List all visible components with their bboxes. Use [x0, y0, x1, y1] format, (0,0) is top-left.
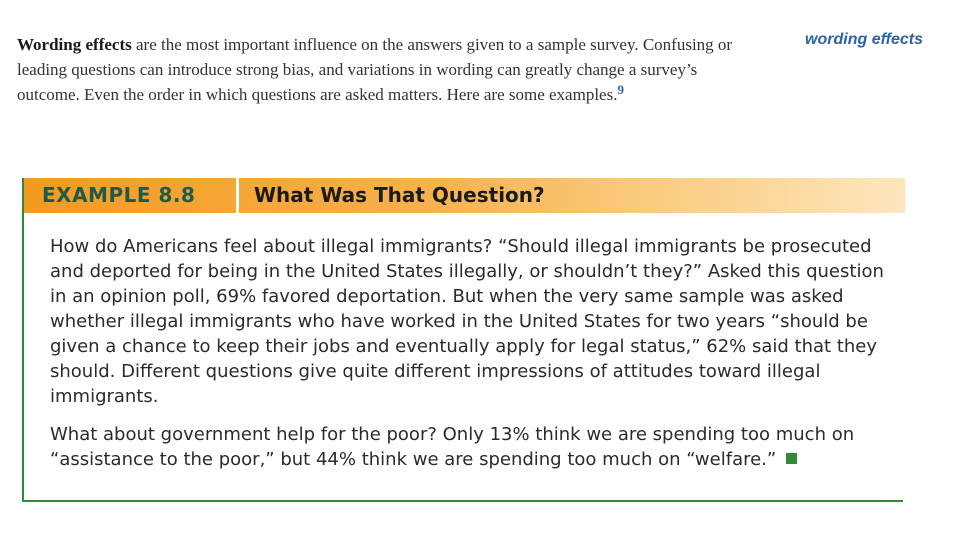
- example-label: EXAMPLE 8.8: [24, 178, 239, 213]
- example-paragraph-2: [50, 422, 905, 472]
- green-square-icon: [786, 453, 797, 464]
- example-title: What Was That Question?: [254, 183, 545, 207]
- key-term: Wording effects: [17, 35, 132, 54]
- example-paragraph-2-text: What about government help for the poor? Only 13% think we are spending too much on “assistance to the poor,” but 44% think we are spending too much on “welfare.”: [50, 424, 855, 470]
- example-paragraph-1: How do Americans feel about illegal immigrants? “Should illegal immigrants be prosecuted and deported for being in the United States illegally, or shouldn’t they?” Asked this question in an opinion poll, 69% favored deportation. But when the very same sample was asked whether illegal immigrants who have worked in the United States for two years “should be given a chance to keep their jobs and eventually apply for legal status,” 62% said that they should. Different questions give quite different impressions of attitudes toward illegal immigrants.: [50, 236, 884, 407]
- margin-note: wording effects: [805, 31, 923, 48]
- footnote-marker[interactable]: 9: [617, 82, 624, 97]
- intro-text: are the most important influence on the answers given to a sample survey. Confusing or leading questions can introduce strong bias, and variations in wording can greatly change a survey’s outcome. Even the order in which questions are asked matters. Here are some examples.: [17, 35, 733, 104]
- example-body: [50, 234, 905, 472]
- intro-paragraph: [17, 32, 757, 107]
- example-header: [24, 178, 905, 213]
- example-box: [22, 178, 903, 502]
